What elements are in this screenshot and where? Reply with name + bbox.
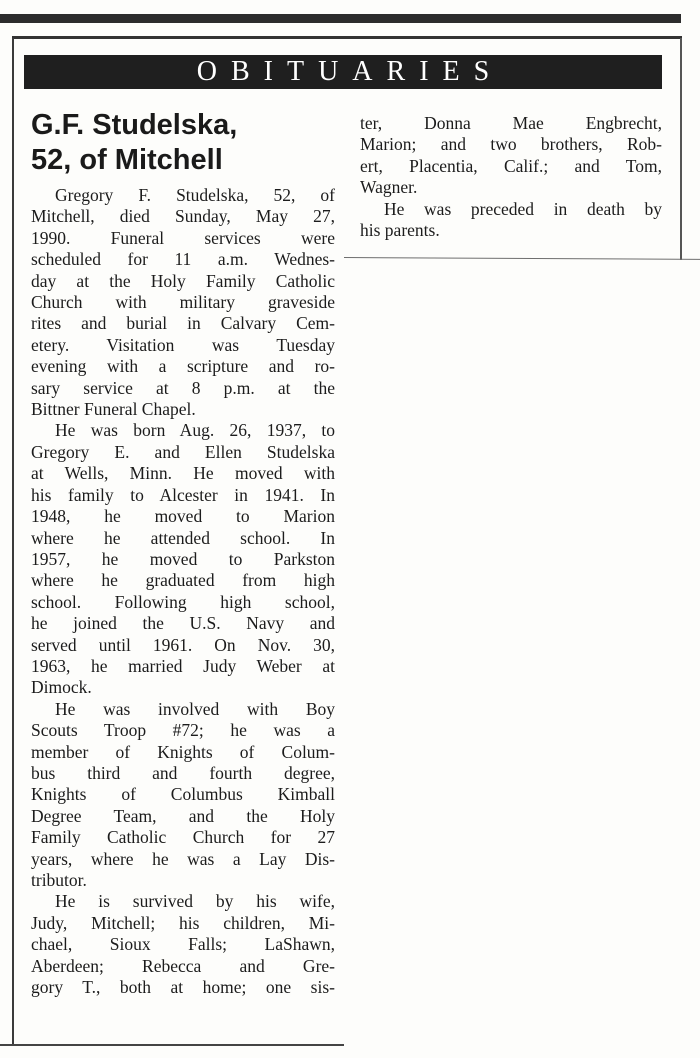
text-line: member of Knights of Colum- xyxy=(31,741,335,762)
text-line: tributor. xyxy=(31,870,87,890)
left-column-text xyxy=(31,185,335,998)
text-line: etery. Visitation was Tuesday xyxy=(31,334,335,355)
text-line: He was born Aug. 26, 1937, to xyxy=(55,420,335,441)
text-line: He was preceded in death by xyxy=(384,198,662,219)
text-line: served until 1961. On Nov. 30, xyxy=(31,634,335,655)
left-border xyxy=(12,38,14,1046)
text-line: day at the Holy Family Catholic xyxy=(31,270,335,291)
text-line: rites and burial in Calvary Cem- xyxy=(31,313,335,334)
bottom-rule xyxy=(0,1044,344,1046)
section-banner: OBITUARIES xyxy=(24,55,662,89)
text-line: his family to Alcester in 1941. In xyxy=(31,484,335,505)
headline-line: 52, of Mitchell xyxy=(31,144,223,176)
text-line: 1957, he moved to Parkston xyxy=(31,548,335,569)
text-line: evening with a scripture and ro- xyxy=(31,356,335,377)
right-column-text xyxy=(360,113,662,241)
text-line: sary service at 8 p.m. at the xyxy=(31,377,335,398)
headline-line: G.F. Studelska, xyxy=(31,109,238,141)
text-line: Wagner. xyxy=(360,177,418,198)
text-line: He is survived by his wife, xyxy=(55,891,335,912)
text-line: at Wells, Minn. He moved with xyxy=(31,463,335,484)
text-line: school. Following high school, xyxy=(31,591,335,612)
text-line: ert, Placentia, Calif.; and Tom, xyxy=(360,155,662,176)
text-line: Aberdeen; Rebecca and Gre- xyxy=(31,955,335,976)
text-line: where he attended school. In xyxy=(31,527,335,548)
text-line: bus third and fourth degree, xyxy=(31,762,335,783)
obituary-headline xyxy=(31,108,341,178)
right-border xyxy=(680,38,682,260)
text-line: chael, Sioux Falls; LaShawn, xyxy=(31,934,335,955)
text-line: Marion; and two brothers, Rob- xyxy=(360,134,662,155)
header-rule xyxy=(12,36,682,39)
text-line: He was involved with Boy xyxy=(55,698,335,719)
text-line: Gregory E. and Ellen Studelska xyxy=(31,441,335,462)
text-line: years, where he was a Lay Dis- xyxy=(31,848,335,869)
text-line: 1963, he married Judy Weber at xyxy=(31,655,335,676)
text-line: ter, Donna Mae Engbrecht, xyxy=(360,113,662,133)
text-line: Knights of Columbus Kimball xyxy=(31,784,335,805)
text-line: 1948, he moved to Marion xyxy=(31,506,335,527)
text-line: Mitchell, died Sunday, May 27, xyxy=(31,206,335,227)
text-line: Gregory F. Studelska, 52, of xyxy=(55,185,335,205)
text-line: gory T., both at home; one sis- xyxy=(31,977,335,998)
text-line: Family Catholic Church for 27 xyxy=(31,827,335,848)
text-line: Scouts Troop #72; he was a xyxy=(31,720,335,741)
text-line: Degree Team, and the Holy xyxy=(31,805,335,826)
text-line: Church with military graveside xyxy=(31,292,335,313)
text-line: 1990. Funeral services were xyxy=(31,227,335,248)
clipping-edge xyxy=(344,257,700,260)
text-line: his parents. xyxy=(360,220,440,241)
top-rule xyxy=(0,14,681,23)
text-line: he joined the U.S. Navy and xyxy=(31,613,335,634)
text-line: scheduled for 11 a.m. Wednes- xyxy=(31,249,335,270)
text-line: Dimock. xyxy=(31,677,92,698)
text-line: Bittner Funeral Chapel. xyxy=(31,399,196,420)
text-line: Judy, Mitchell; his children, Mi- xyxy=(31,912,335,933)
text-line: where he graduated from high xyxy=(31,570,335,591)
